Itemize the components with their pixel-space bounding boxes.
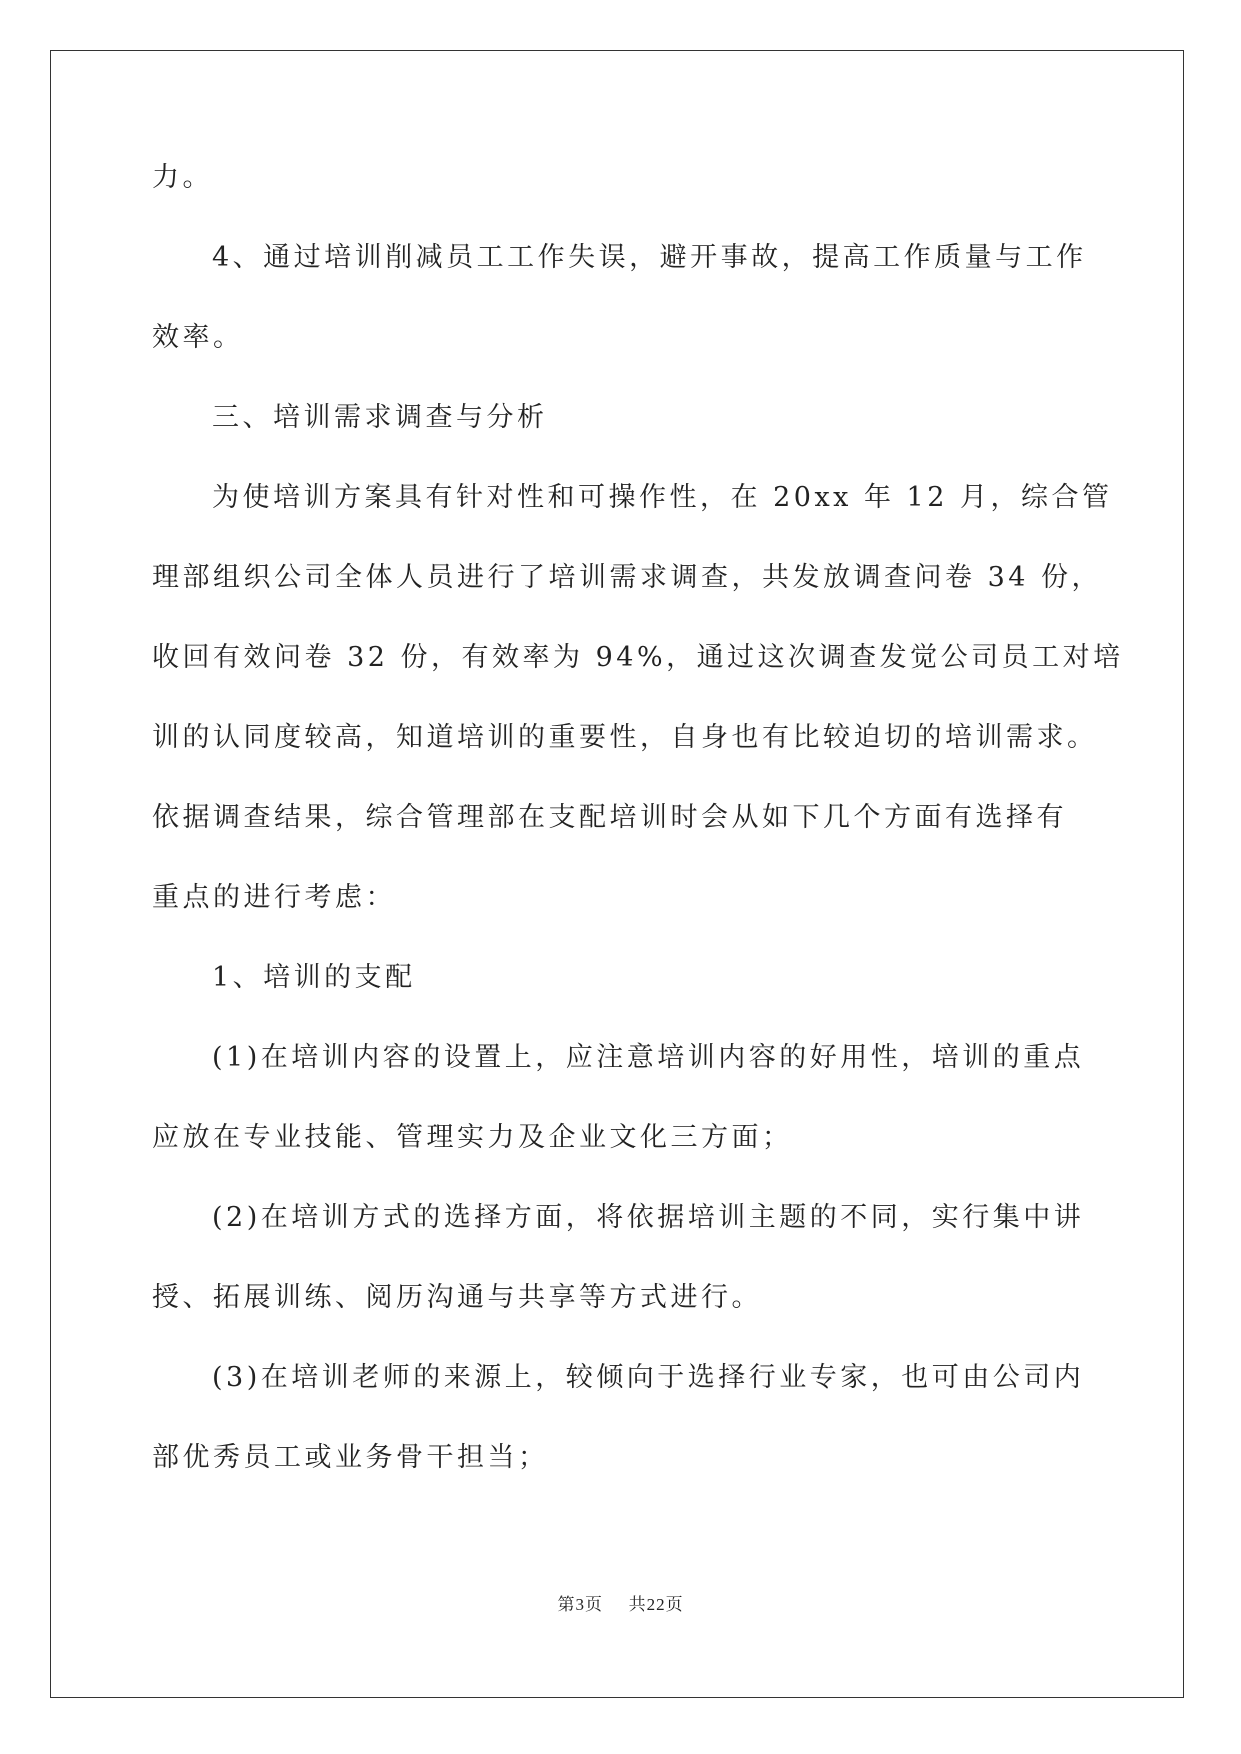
paragraph-line: 收回有效问卷 32 份，有效率为 94%，通过这次调查发觉公司员工对培	[152, 642, 1124, 673]
paragraph-line: 为使培训方案具有针对性和可操作性，在 20xx 年 12 月，综合管	[212, 482, 1113, 513]
paragraph-line: 部优秀员工或业务骨干担当；	[152, 1442, 549, 1473]
paragraph-line: (2)在培训方式的选择方面，将依据培训主题的不同，实行集中讲	[212, 1202, 1085, 1233]
page-total: 22	[646, 1595, 666, 1614]
paragraph-line: 力。	[152, 162, 213, 193]
paragraph-line: 依据调查结果，综合管理部在支配培训时会从如下几个方面有选择有	[152, 802, 1067, 833]
total-suffix: 页	[665, 1595, 684, 1615]
paragraph-line: 效率。	[152, 322, 244, 353]
paragraph-line: (1)在培训内容的设置上，应注意培训内容的好用性，培训的重点	[212, 1042, 1085, 1073]
page-number: 3	[575, 1595, 585, 1614]
paragraph-line: 授、拓展训练、阅历沟通与共享等方式进行。	[152, 1282, 762, 1313]
section-heading: 三、培训需求调查与分析	[212, 402, 548, 433]
paragraph-line: (3)在培训老师的来源上，较倾向于选择行业专家，也可由公司内	[212, 1362, 1085, 1393]
paragraph-line: 4、通过培训削减员工工作失误，避开事故，提高工作质量与工作	[212, 242, 1087, 273]
subsection-heading: 1、培训的支配	[212, 962, 416, 993]
page-prefix: 第	[557, 1595, 576, 1615]
paragraph-line: 重点的进行考虑：	[152, 882, 396, 913]
paragraph-line: 应放在专业技能、管理实力及企业文化三方面；	[152, 1122, 793, 1153]
page-suffix: 页	[584, 1595, 603, 1615]
page-footer	[0, 1590, 1241, 1615]
paragraph-line: 理部组织公司全体人员进行了培训需求调查，共发放调查问卷 34 份，	[152, 562, 1103, 593]
total-prefix: 共	[628, 1595, 647, 1615]
paragraph-line: 训的认同度较高，知道培训的重要性，自身也有比较迫切的培训需求。	[152, 722, 1098, 753]
